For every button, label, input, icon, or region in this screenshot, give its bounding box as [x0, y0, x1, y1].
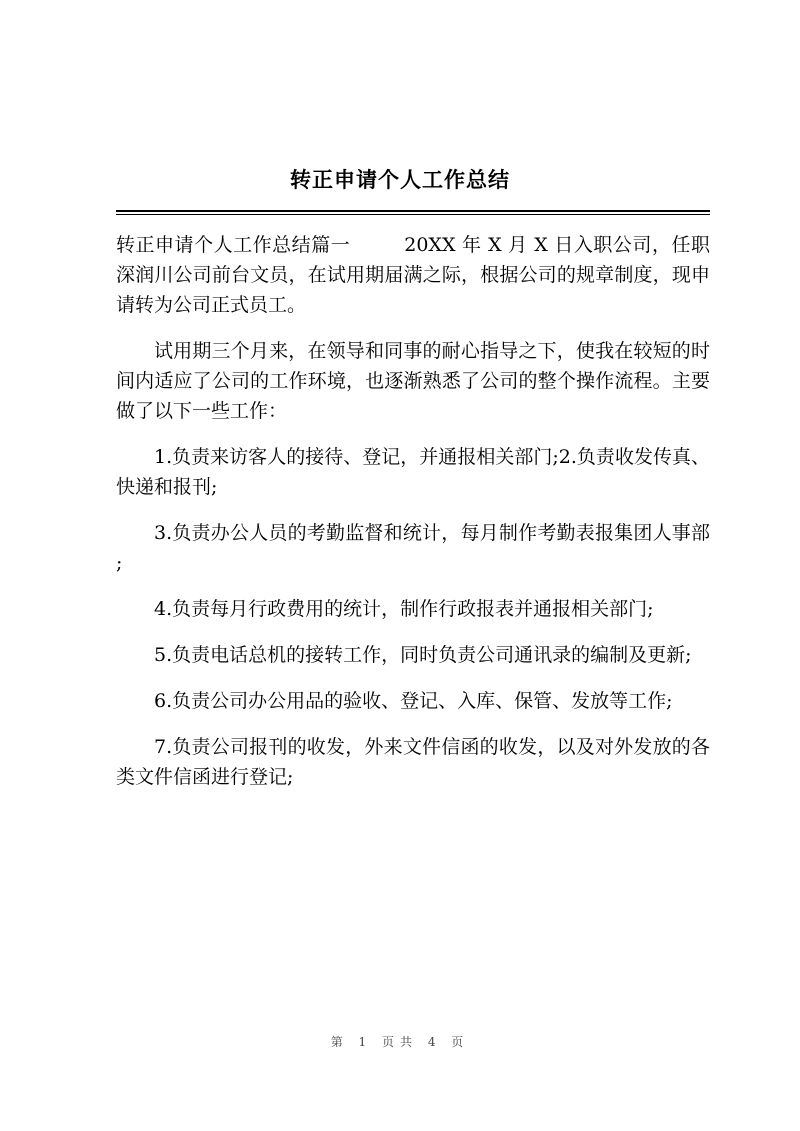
list-item-7: 7.负责公司报刊的收发，外来文件信函的收发，以及对外发放的各类文件信函进行登记; [116, 736, 710, 788]
intro-heading: 转正申请个人工作总结篇一 [116, 234, 351, 256]
document-title: 转正申请个人工作总结 [290, 168, 510, 192]
title-divider-thin [116, 214, 710, 215]
list-item-5: 5.负责电话总机的接转工作，同时负责公司通讯录的编制及更新; [154, 644, 692, 666]
list-item-6: 6.负责公司办公用品的验收、登记、入库、保管、发放等工作; [154, 690, 673, 712]
paragraph-intro [116, 230, 710, 320]
list-item-4: 4.负责每月行政费用的统计，制作行政报表并通报相关部门; [154, 598, 654, 620]
document-body [116, 230, 710, 808]
page-number-footer: 第 1 页共 4 页 [330, 1035, 470, 1049]
list-item-3: 3.负责办公人员的考勤监督和统计，每月制作考勤表报集团人事部; [116, 522, 710, 574]
paragraph: 试用期三个月来，在领导和同事的耐心指导之下，使我在较短的时间内适应了公司的工作环境，也逐渐熟悉了公司的整个操作流程。主要做了以下一些工作： [116, 340, 710, 422]
intro-text: 20XX 年 X 月 X 日入职公司，任职深润川公司前台文员，在试用期届满之际，根据公司的规章制度，现申请转为公司正式员工。 [116, 234, 710, 316]
list-item-1-2: 1.负责来访客人的接待、登记，并通报相关部门;2.负责收发传真、快递和报刊; [116, 446, 710, 498]
title-divider-thick [116, 210, 710, 212]
